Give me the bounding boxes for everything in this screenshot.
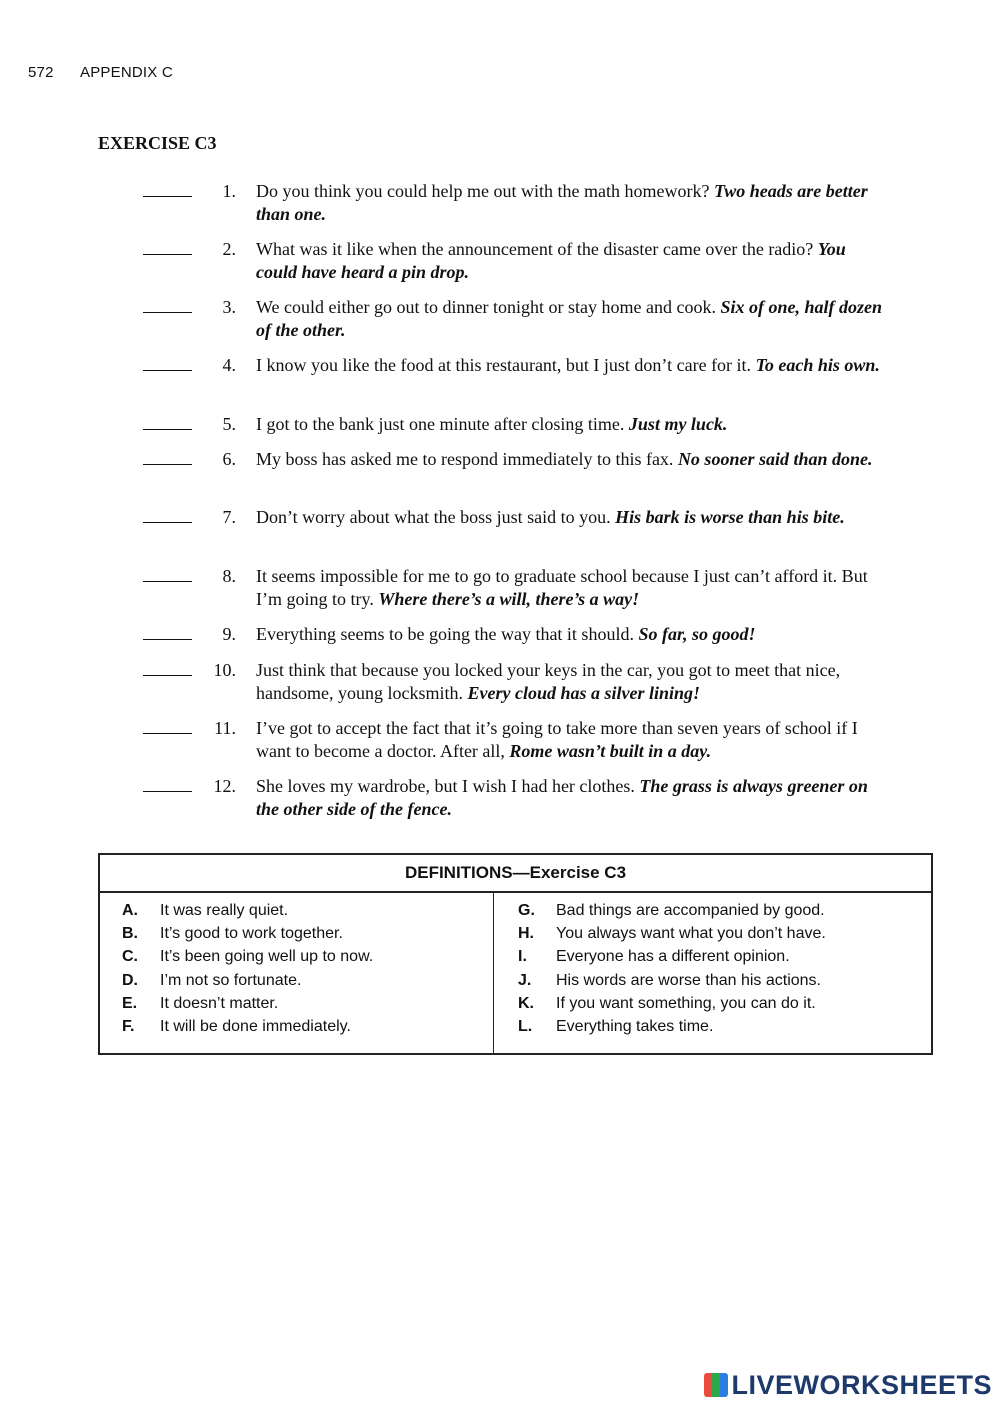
item-sentence: My boss has asked me to respond immediately to this fax.: [256, 449, 678, 469]
item-text: [256, 565, 891, 611]
item-idiom: Six of one, half dozen of the other.: [256, 297, 882, 340]
item-number: 7.: [222, 507, 236, 527]
item-text: [256, 659, 891, 705]
item-idiom: You could have heard a pin drop.: [256, 239, 846, 282]
item-idiom: Two heads are better than one.: [256, 181, 868, 224]
definition-e: [122, 992, 373, 1015]
logo-icon: [704, 1373, 728, 1397]
definition-letter: F.: [122, 1017, 135, 1035]
definition-text: I’m not so fortunate.: [160, 971, 302, 989]
definition-letter: L.: [518, 1017, 533, 1035]
item-number: 10.: [213, 660, 236, 680]
definition-letter: E.: [122, 994, 138, 1012]
item-text: [256, 354, 891, 377]
item-idiom: Where there’s a will, there’s a way!: [378, 589, 640, 609]
item-sentence: I know you like the food at this restaurant, but I just don’t care for it.: [256, 355, 756, 375]
item-text: [256, 775, 891, 821]
item-text: [256, 506, 891, 529]
definition-d: [122, 969, 373, 992]
definition-text: His words are worse than his actions.: [556, 971, 821, 989]
definition-text: If you want something, you can do it.: [556, 994, 816, 1012]
item-sentence: I got to the bank just one minute after closing time.: [256, 414, 629, 434]
definition-letter: I.: [518, 948, 527, 966]
definition-i: [518, 945, 826, 968]
exercise-title: EXERCISE C3: [98, 133, 217, 153]
definition-c: [122, 945, 373, 968]
definition-g: [518, 899, 826, 922]
answer-blank-4[interactable]: [143, 370, 192, 371]
liveworksheets-logo: [704, 1370, 992, 1401]
item-text: [256, 238, 891, 284]
answer-blank-3[interactable]: [143, 312, 192, 313]
page-number: 572: [28, 64, 54, 81]
definition-k: [518, 992, 826, 1015]
item-sentence: We could either go out to dinner tonight or stay home and cook.: [256, 297, 721, 317]
definition-text: It was really quiet.: [160, 902, 289, 919]
definition-text: It will be done immediately.: [160, 1017, 351, 1035]
item-sentence: It seems impossible for me to go to graduate school because I just can’t afford it. But I’m going to try.: [256, 566, 868, 609]
definition-text: Everything takes time.: [556, 1017, 714, 1035]
answer-blank-5[interactable]: [143, 429, 192, 430]
item-idiom: Every cloud has a silver lining!: [467, 683, 700, 703]
item-sentence: What was it like when the announcement of the disaster came over the radio?: [256, 239, 818, 259]
answer-blank-11[interactable]: [143, 733, 192, 734]
item-sentence: I’ve got to accept the fact that it’s going to take more than seven years of school if I want to become a doctor. After all,: [256, 718, 858, 761]
item-idiom: Just my luck.: [628, 414, 728, 434]
definitions-title: DEFINITIONS—Exercise C3: [100, 855, 931, 893]
item-text: [256, 717, 891, 763]
definition-text: You always want what you don’t have.: [556, 925, 826, 943]
item-sentence: Everything seems to be going the way that it should.: [256, 624, 639, 644]
item-number: 11.: [214, 718, 236, 738]
item-sentence: Do you think you could help me out with the math homework?: [256, 181, 714, 201]
item-idiom: To each his own.: [755, 355, 880, 375]
item-number: 2.: [222, 239, 236, 259]
item-sentence: Don’t worry about what the boss just said to you.: [256, 507, 616, 527]
item-text: [256, 448, 891, 471]
answer-blank-8[interactable]: [143, 581, 192, 582]
definition-b: [122, 922, 373, 945]
definition-letter: H.: [518, 925, 534, 943]
definition-text: It’s good to work together.: [160, 925, 343, 943]
answer-blank-6[interactable]: [143, 464, 192, 465]
definition-a: [122, 899, 373, 922]
definition-text: It’s been going well up to now.: [160, 948, 374, 966]
item-number: 4.: [222, 355, 236, 375]
item-sentence: Just think that because you locked your keys in the car, you got to meet that nice, handsome, young locksmith.: [256, 660, 841, 703]
item-text: [256, 623, 891, 646]
item-text: [256, 296, 891, 342]
item-idiom: No sooner said than done.: [677, 449, 873, 469]
brand-name: LIVEWORKSHEETS: [731, 1370, 992, 1400]
item-idiom: Rome wasn’t built in a day.: [509, 741, 712, 761]
definition-letter: A.: [122, 902, 138, 919]
definition-h: [518, 922, 826, 945]
item-number: 9.: [222, 624, 236, 644]
definition-letter: D.: [122, 971, 138, 989]
definitions-right-column: [518, 899, 826, 1038]
definition-l: [518, 1015, 826, 1038]
definition-f: [122, 1015, 373, 1038]
item-idiom: His bark is worse than his bite.: [615, 507, 845, 527]
item-text: [256, 180, 891, 226]
item-number: 1.: [222, 181, 236, 201]
definition-text: Everyone has a different opinion.: [556, 948, 790, 966]
definitions-left-column: [122, 899, 373, 1038]
item-number: 6.: [222, 449, 236, 469]
column-divider: [493, 891, 494, 1053]
definition-letter: G.: [518, 902, 535, 919]
answer-blank-9[interactable]: [143, 639, 192, 640]
item-sentence: She loves my wardrobe, but I wish I had her clothes.: [256, 776, 640, 796]
answer-blank-2[interactable]: [143, 254, 192, 255]
item-number: 5.: [222, 414, 236, 434]
item-number: 12.: [213, 776, 236, 796]
item-number: 8.: [222, 566, 236, 586]
answer-blank-7[interactable]: [143, 522, 192, 523]
definition-text: It doesn’t matter.: [160, 994, 279, 1012]
definition-j: [518, 969, 826, 992]
definition-letter: C.: [122, 948, 138, 966]
answer-blank-10[interactable]: [143, 675, 192, 676]
item-idiom: So far, so good!: [638, 624, 756, 644]
definition-letter: B.: [122, 925, 138, 943]
item-text: [256, 413, 891, 436]
definition-text: Bad things are accompanied by good.: [556, 902, 825, 919]
answer-blank-12[interactable]: [143, 791, 192, 792]
item-idiom: The grass is always greener on the other side of the fence.: [256, 776, 868, 819]
running-head: [28, 64, 173, 81]
definition-letter: J.: [518, 971, 532, 989]
section-title: APPENDIX C: [80, 64, 173, 81]
definitions-box: [98, 853, 933, 1055]
answer-blank-1[interactable]: [143, 196, 192, 197]
item-number: 3.: [222, 297, 236, 317]
definition-letter: K.: [518, 994, 534, 1012]
